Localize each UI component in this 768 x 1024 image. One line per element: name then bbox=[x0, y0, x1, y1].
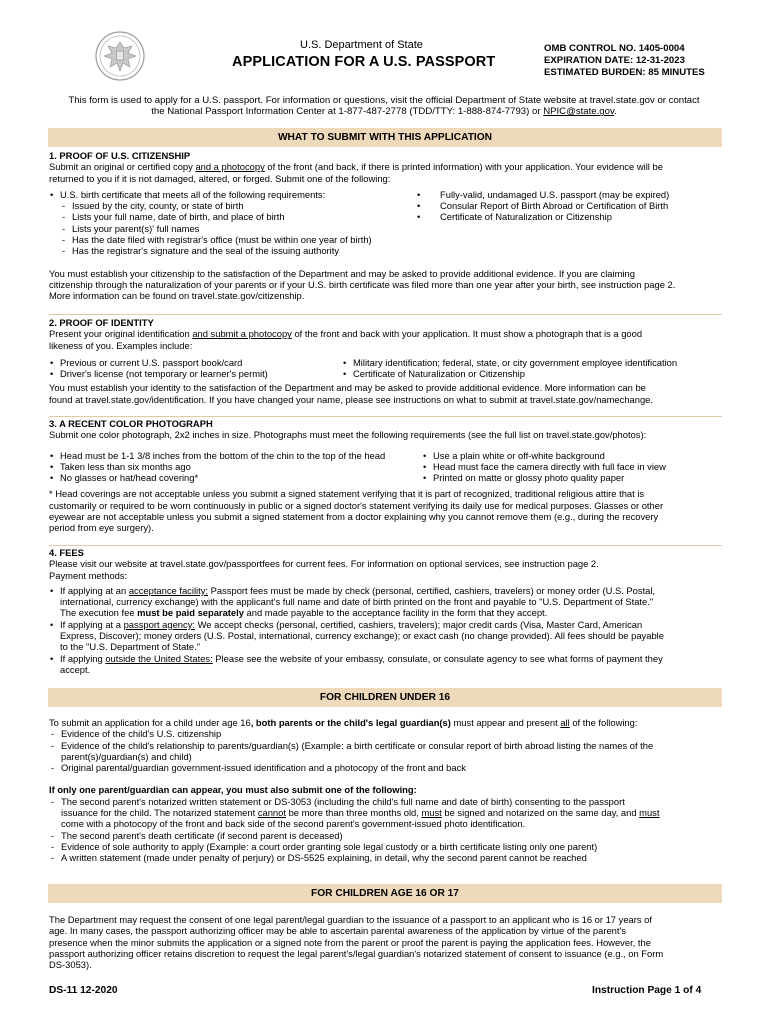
list-item: - Has the date filed with registrar's office (must be within one year of birth) bbox=[60, 234, 416, 245]
divider bbox=[49, 416, 722, 417]
payment-methods-list bbox=[49, 585, 721, 675]
estimated-burden: ESTIMATED BURDEN: 85 MINUTES bbox=[544, 67, 705, 78]
text-segment: and submit a photocopy bbox=[192, 328, 292, 340]
evidence-right-column bbox=[416, 189, 721, 257]
list-item: • Printed on matte or glossy photo quality paper bbox=[422, 472, 721, 483]
text-segment: come with a photocopy of the front and back side of the second parent's government-issued photo identification. bbox=[61, 818, 526, 830]
text-segment: issuance for the child. The notarized statement bbox=[61, 807, 258, 819]
text-segment: parent(s)/guardian(s) and child) bbox=[61, 750, 192, 762]
section-bar-what-to-submit: WHAT TO SUBMIT WITH THIS APPLICATION bbox=[48, 128, 722, 147]
note-line: found at travel.state.gov/identification. If you have changed your name, please see instructions on what to submit at travel.state.gov/namechange. bbox=[49, 393, 654, 405]
intro-text-segment: . bbox=[614, 106, 617, 118]
section-text bbox=[49, 717, 721, 728]
list-item bbox=[49, 796, 721, 830]
text-segment: must be paid separately bbox=[137, 607, 244, 619]
text-segment: We accept checks (personal, certified, cashiers, travelers); major credit cards (Visa, Master Card, American bbox=[195, 618, 643, 630]
list-item: - Original parental/guardian government-issued identification and a photocopy of the front and back bbox=[49, 762, 721, 773]
list-item: • Consular Report of Birth Abroad or Certification of Birth bbox=[416, 200, 721, 211]
section-text: Payment methods: bbox=[49, 569, 128, 581]
text-segment: of the front (and back, if there is printed information) with your application. Your evidence will be bbox=[264, 161, 663, 173]
list-item: • Head must be 1-1 3/8 inches from the bottom of the chin to the top of the head bbox=[49, 450, 422, 461]
section-bar-children-16-17: FOR CHILDREN AGE 16 OR 17 bbox=[48, 884, 722, 903]
form-number: DS-11 12-2020 bbox=[49, 985, 118, 996]
list-item: - Issued by the city, county, or state of birth bbox=[60, 200, 416, 211]
list-item bbox=[49, 653, 721, 676]
intro-text-segment: the National Passport Information Center at 1-877-487-2778 (TDD/TTY: 1-888-874-7793) or bbox=[151, 106, 544, 118]
text-segment: Evidence of the child's relationship to parents/guardian(s) (Example: a birth certificate or consular report of birth abroad listing the names of the bbox=[61, 739, 654, 751]
text-segment: of the following: bbox=[569, 717, 638, 728]
note-line: eyewear are not acceptable unless you submit a signed statement from a doctor explaining why you cannot remove them (e.g., during the recovery bbox=[49, 511, 659, 523]
text-segment: and made payable to the acceptance facility in the form that they accept. bbox=[243, 607, 548, 619]
list-item: - The second parent's death certificate (if second parent is deceased) bbox=[49, 830, 721, 841]
text-segment: The execution fee bbox=[60, 607, 138, 619]
text-segment: Express, Discover); money orders (U.S. Postal, international, currency exchange); or exact cash (no change provided). All fees should be payable bbox=[60, 630, 664, 642]
birth-certificate-requirements bbox=[49, 200, 416, 256]
section-text bbox=[49, 161, 721, 172]
section-text bbox=[49, 328, 721, 339]
citizenship-evidence-list bbox=[49, 189, 721, 257]
page-number: Instruction Page 1 of 4 bbox=[592, 985, 702, 996]
page-title: APPLICATION FOR A U.S. PASSPORT bbox=[232, 54, 496, 70]
text-line: age. In many cases, the passport authorizing officer may be able to ascertain parental awareness of the application by virtue of the parent's bbox=[49, 925, 626, 937]
list-item bbox=[49, 619, 721, 653]
citizenship-note bbox=[49, 268, 721, 302]
note-line: customarily or required to be worn continuously in public or a signed doctor's statement verifying its daily use for medical purposes. Glasses or other bbox=[49, 499, 664, 511]
identity-left-column bbox=[49, 357, 342, 380]
child-requirements-list bbox=[49, 728, 721, 773]
omb-info bbox=[544, 43, 705, 79]
intro-line bbox=[48, 106, 720, 117]
text-segment: passport agency: bbox=[123, 618, 195, 630]
list-item: • Certificate of Naturalization or Citizenship bbox=[342, 368, 721, 379]
text-segment: To submit an application for a child under age 16 bbox=[49, 717, 251, 728]
text-line: The Department may request the consent of one legal parent/legal guardian to the issuance of a passport to an applicant who is 16 or 17 years of bbox=[49, 914, 652, 925]
list-item bbox=[49, 740, 721, 763]
section-color-photograph bbox=[49, 418, 721, 534]
list-item: - Lists your parent(s)' full names bbox=[60, 223, 416, 234]
evidence-left-column bbox=[49, 189, 416, 257]
text-segment: Submit an original or certified copy bbox=[49, 161, 196, 173]
text-segment: The second parent's notarized written statement or DS-3053 (including the child's full name and date of birth) consenting to the passport bbox=[61, 795, 625, 807]
identity-right-column bbox=[342, 357, 721, 380]
text-segment: If applying at an bbox=[60, 584, 129, 596]
section-bar-children-under-16: FOR CHILDREN UNDER 16 bbox=[48, 688, 722, 707]
text-segment: be signed and notarized on the same day, and bbox=[441, 807, 640, 819]
text-segment: to the "U.S. Department of State." bbox=[60, 641, 201, 653]
text-segment: Passport fees must be made by check (personal, certified, cashiers, travelers) or money order (U.S. Postal, bbox=[208, 584, 656, 596]
text-segment: outside the United States: bbox=[105, 652, 213, 664]
npic-email-link[interactable]: NPIC@state.gov bbox=[543, 106, 615, 118]
text-segment: be more than three months old, bbox=[285, 807, 422, 819]
note-line: You must establish your citizenship to the satisfaction of the Department and may be asked to provide additional evidence. If you are claiming bbox=[49, 267, 635, 279]
section-text: Please visit our website at travel.state.gov/passportfees for current fees. For information on optional services, see instruction page 2. bbox=[49, 558, 599, 570]
section-children-16-17 bbox=[49, 914, 721, 970]
bullet-list bbox=[416, 189, 721, 223]
list-item: - Has the registrar's signature and the seal of the issuing authority bbox=[60, 245, 416, 256]
section-proof-of-citizenship bbox=[49, 150, 721, 302]
text-segment: must appear and present bbox=[450, 717, 561, 728]
text-segment: If applying bbox=[60, 652, 106, 664]
section-heading: 3. A RECENT COLOR PHOTOGRAPH bbox=[49, 418, 213, 429]
text-line: passport authorizing officer retains discretion to request the legal parent's/legal guardian's notarized statement of consent to issuance (e.g., on Form bbox=[49, 947, 664, 959]
text-line: presence when the minor submits the application or a signed note from the parent or proof the parent is paying the application fees. However, the bbox=[49, 936, 651, 948]
list-item: • Fully-valid, undamaged U.S. passport (may be expired) bbox=[416, 189, 721, 200]
text-segment: acceptance facility: bbox=[128, 584, 209, 596]
text-segment: If applying at a bbox=[60, 618, 124, 630]
section-heading: 4. FEES bbox=[49, 547, 84, 558]
section-heading: 2. PROOF OF IDENTITY bbox=[49, 317, 154, 328]
text-segment: international, currency exchange) with the applicant's full name and date of birth printed on the front and payable to "U.S. Department of State." bbox=[60, 596, 654, 608]
text-segment: Please see the website of your embassy, consulate, or consulate agency to see what forms of payment they bbox=[212, 652, 663, 664]
expiration-date: EXPIRATION DATE: 12-31-2023 bbox=[544, 55, 685, 66]
note-line: period from eye surgery). bbox=[49, 522, 154, 534]
list-item: • No glasses or hat/head covering* bbox=[49, 472, 422, 483]
note-line: * Head coverings are not acceptable unless you submit a signed statement verifying that it is part of recognized, traditional religious attire that is bbox=[49, 488, 645, 500]
section-text: likeness of you. Examples include: bbox=[49, 339, 193, 351]
one-parent-list bbox=[49, 796, 721, 864]
section-heading: 1. PROOF OF U.S. CITIZENSHIP bbox=[49, 150, 191, 161]
list-item: • Head must face the camera directly with full face in view bbox=[422, 461, 721, 472]
text-segment: cannot bbox=[257, 807, 286, 819]
list-item: - Evidence of the child's U.S. citizenship bbox=[49, 728, 721, 739]
photo-right-column bbox=[422, 450, 721, 484]
note-line: More information can be found on travel.state.gov/citizenship. bbox=[49, 290, 305, 302]
list-item bbox=[49, 585, 721, 619]
list-item: • Taken less than six months ago bbox=[49, 461, 422, 472]
list-item: - A written statement (made under penalty of perjury) or DS-5525 explaining, in detail, why the second parent cannot be reached bbox=[49, 852, 721, 863]
section-fees bbox=[49, 547, 721, 675]
form-header bbox=[0, 0, 768, 95]
text-segment: Present your original identification bbox=[49, 328, 193, 340]
one-parent-heading: If only one parent/guardian can appear, you must also submit one of the following: bbox=[49, 784, 417, 796]
text-segment: , both parents or the child's legal guardian(s) bbox=[250, 717, 451, 728]
head-covering-note bbox=[49, 488, 721, 533]
text-segment: accept. bbox=[60, 663, 91, 675]
text-segment: of the front and back with your application. It must show a photograph that is a good bbox=[291, 328, 643, 340]
note-line: You must establish your identity to the satisfaction of the Department and may be asked to provide additional evidence. More information can be bbox=[49, 382, 646, 394]
section-text: returned to you if it is not damaged, altered, or forged. Submit one of the following: bbox=[49, 172, 391, 184]
list-item: • Driver's license (not temporary or learner's permit) bbox=[49, 368, 342, 379]
divider bbox=[49, 545, 722, 546]
list-item: • Use a plain white or off-white background bbox=[422, 450, 721, 461]
section-text: Submit one color photograph, 2x2 inches in size. Photographs must meet the following requirements (see the full list on travel.state.gov/photos): bbox=[49, 429, 647, 441]
intro-line: This form is used to apply for a U.S. passport. For information or questions, visit the official Department of State website at travel.state.gov or contact bbox=[68, 95, 700, 106]
divider bbox=[49, 314, 722, 315]
text-segment: must bbox=[421, 807, 442, 819]
text-line: DS-3053). bbox=[49, 959, 92, 971]
bullet-list bbox=[49, 189, 416, 200]
great-seal-icon bbox=[92, 30, 148, 82]
list-item: • U.S. birth certificate that meets all of the following requirements: bbox=[49, 189, 416, 200]
identity-examples bbox=[49, 357, 721, 380]
intro-text bbox=[48, 95, 720, 118]
text-segment: must bbox=[639, 807, 660, 819]
list-item: - Evidence of sole authority to apply (Example: a court order granting sole legal custody or a birth certificate listing only one parent) bbox=[49, 841, 721, 852]
text-segment: all bbox=[560, 717, 570, 728]
section-children-under-16 bbox=[49, 717, 721, 864]
section-proof-of-identity bbox=[49, 317, 721, 405]
photo-left-column bbox=[49, 450, 422, 484]
list-item: • Previous or current U.S. passport book/card bbox=[49, 357, 342, 368]
note-line: citizenship through the naturalization of your parents or if your U.S. birth certificate was filed more than one year after your birth, see instruction page 2. bbox=[49, 278, 676, 290]
photo-requirements bbox=[49, 450, 721, 484]
list-item: • Military identification; federal, state, or city government employee identification bbox=[342, 357, 721, 368]
list-item: - Lists your full name, date of birth, and place of birth bbox=[60, 211, 416, 222]
text-segment: and a photocopy bbox=[195, 161, 265, 173]
list-item: • Certificate of Naturalization or Citizenship bbox=[416, 211, 721, 222]
identity-note bbox=[49, 382, 721, 405]
department-name: U.S. Department of State bbox=[300, 39, 423, 51]
omb-control-number: OMB CONTROL NO. 1405-0004 bbox=[544, 43, 685, 54]
